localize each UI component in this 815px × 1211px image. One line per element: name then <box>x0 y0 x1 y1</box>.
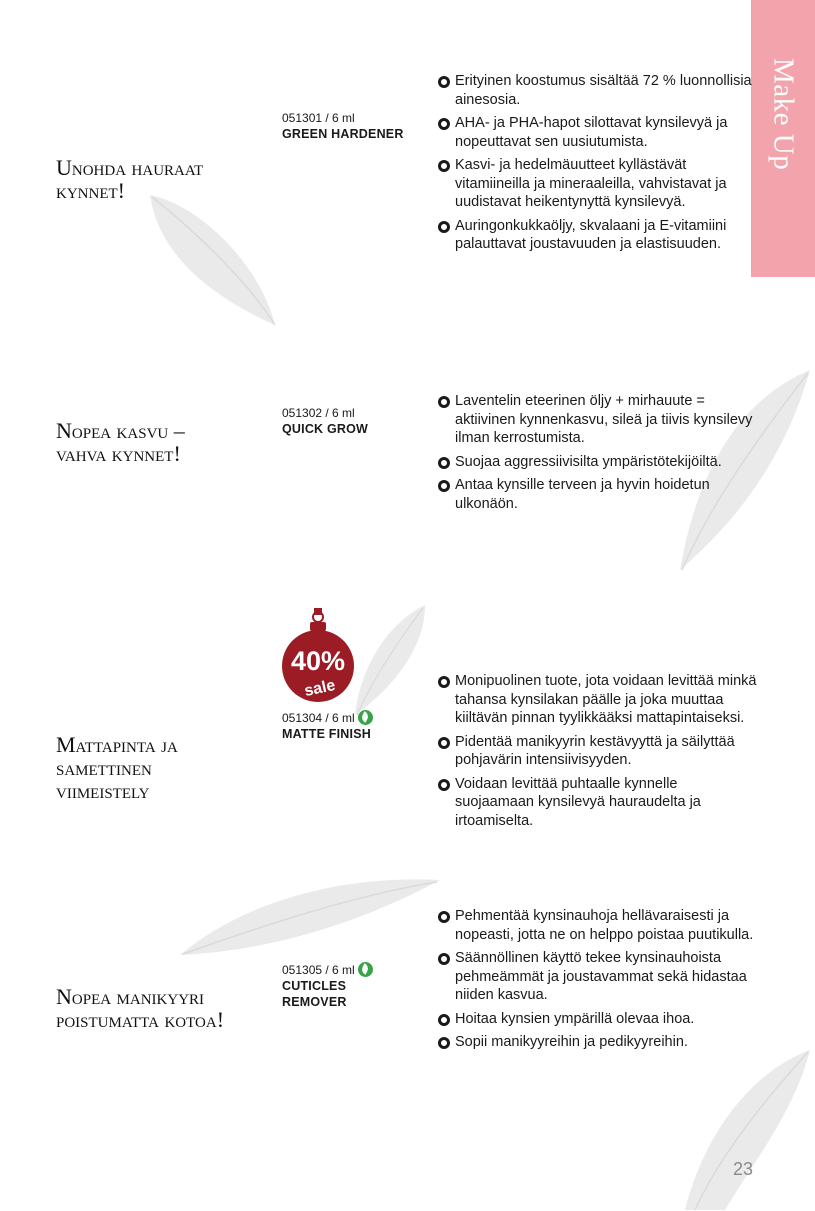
list-item: Sopii manikyyreihin ja pedikyyreihin. <box>438 1033 758 1052</box>
list-item: Auringonkukkaöljy, skvalaani ja E-vitamiini palauttavat joustavuuden ja elastisuuden. <box>438 217 758 254</box>
page-number: 23 <box>733 1159 754 1179</box>
list-item: Antaa kynsille terveen ja hyvin hoidetun ulkonäön. <box>438 476 758 513</box>
product-code: 051304 / 6 ml <box>282 710 432 726</box>
side-tab <box>751 0 815 277</box>
list-item: Pehmentää kynsinauhoja hellävaraisesti ja nopeasti, jotta ne on helppo poistaa puutikulla. <box>438 907 758 944</box>
bullet-list <box>438 907 758 1057</box>
list-item: Kasvi- ja hedelmäuutteet kyllästävät vitamiineilla ja mineraaleilla, vahvistavat ja uudistavat heikentynyttä kynsilevyä. <box>438 156 758 212</box>
section-heading: Mattapinta ja samettinen viimeistely <box>56 732 178 803</box>
list-item: Säännöllinen käyttö tekee kynsinauhoista pehmeämmät ja joustavammat sekä hidastaa niiden kasvua. <box>438 949 758 1005</box>
section-heading: Nopea kasvu – vahva kynnet! <box>56 418 185 466</box>
badge-percent: 40% <box>290 646 346 676</box>
product-info <box>282 962 432 1010</box>
feather-icon <box>345 600 440 720</box>
product-code: 051305 / 6 ml <box>282 962 432 978</box>
product-name: MATTE FINISH <box>282 727 371 741</box>
bullet-list <box>438 672 758 835</box>
product-code: 051301 / 6 ml <box>282 111 355 125</box>
section-heading: Unohda hauraat kynnet! <box>56 155 204 203</box>
product-info <box>282 710 432 742</box>
list-item: Pidentää manikyyrin kestävyyttä ja säilyttää pohjavärin intensiivisyyden. <box>438 733 758 770</box>
list-item: Laventelin eteerinen öljy + mirhauute = aktiivinen kynnenkasvu, sileä ja tiivis kynsilevy ilman kerrostumista. <box>438 392 758 448</box>
sale-badge <box>280 605 356 705</box>
list-item: Suojaa aggressiivisilta ympäristötekijöiltä. <box>438 453 758 472</box>
leaf-icon <box>358 962 373 977</box>
bullet-list <box>438 72 758 259</box>
bullet-list <box>438 392 758 518</box>
product-name: GREEN HARDENER <box>282 127 404 141</box>
list-item: Erityinen koostumus sisältää 72 % luonnollisia ainesosia. <box>438 72 758 109</box>
list-item: Hoitaa kynsien ympärillä olevaa ihoa. <box>438 1010 758 1029</box>
leaf-icon <box>358 710 373 725</box>
feather-icon <box>175 870 445 965</box>
badge-text: sale <box>302 676 337 701</box>
feather-icon <box>665 1040 815 1211</box>
product-info <box>282 405 432 437</box>
list-item: AHA- ja PHA-hapot silottavat kynsilevyä ja nopeuttavat sen uusiutumista. <box>438 114 758 151</box>
product-name: QUICK GROW <box>282 422 369 436</box>
product-name: CUTICLES REMOVER <box>282 979 347 1009</box>
product-info <box>282 110 432 142</box>
side-tab-label: Make Up <box>767 58 800 171</box>
product-code: 051302 / 6 ml <box>282 406 355 420</box>
list-item: Voidaan levittää puhtaalle kynnelle suojaamaan kynsilevyä hauraudelta ja irtoamiselta. <box>438 775 758 831</box>
list-item: Monipuolinen tuote, jota voidaan levittää minkä tahansa kynsilakan päälle ja joka muuttaa kiiltävän pinnan tyylikkääksi mattapintaiseksi. <box>438 672 758 728</box>
section-heading: Nopea manikyyri poistumatta kotoa! <box>56 984 225 1032</box>
feather-icon <box>140 185 285 335</box>
